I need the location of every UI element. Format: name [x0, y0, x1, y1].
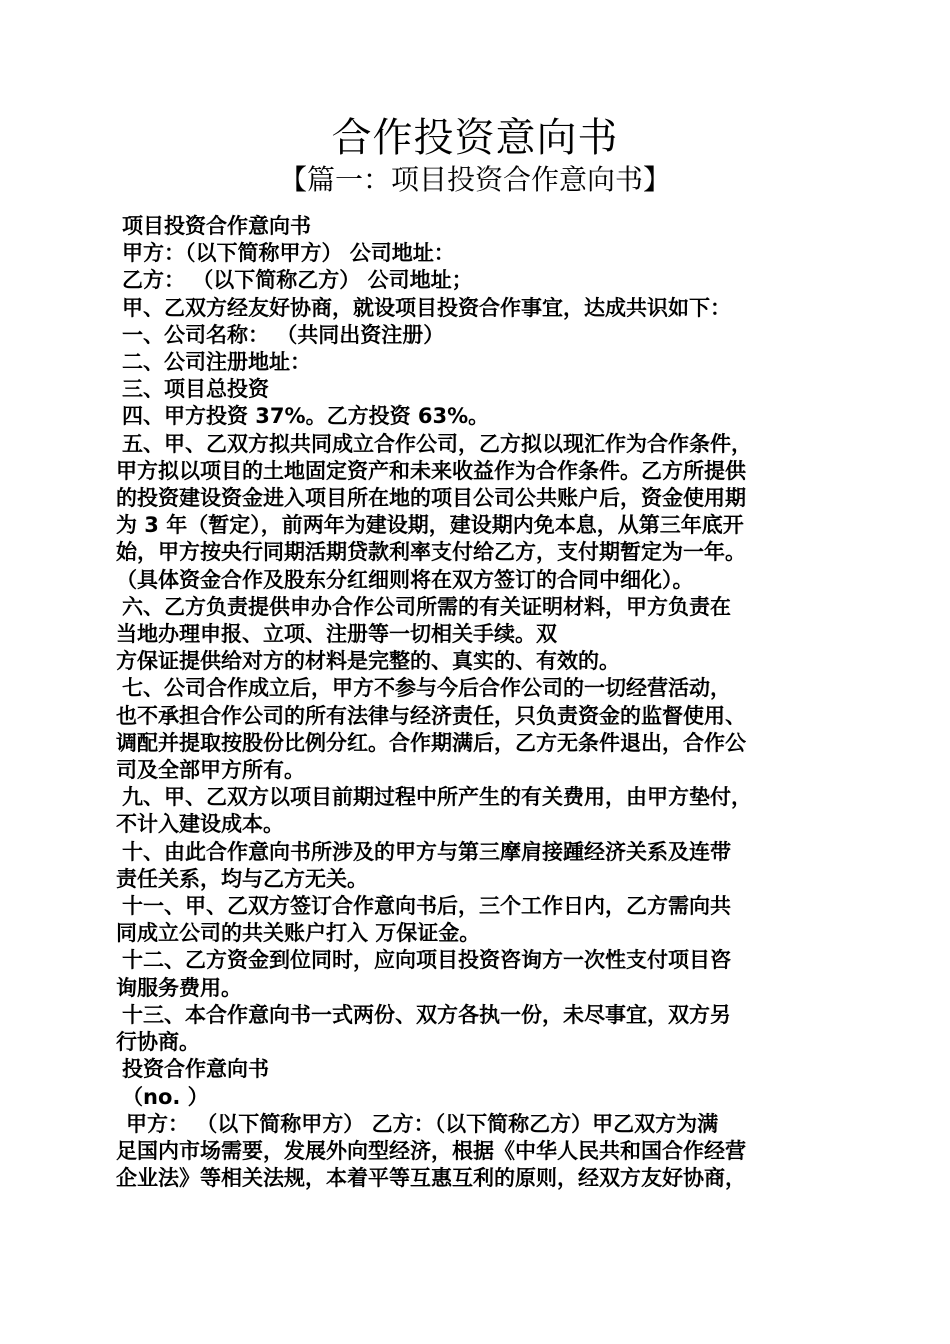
body-line: 三、项目总投资 — [122, 377, 269, 402]
body-line: 企业法》等相关法规，本着平等互惠互利的原则，经双方友好协商， — [116, 1166, 746, 1191]
body-line: 甲、乙双方经友好协商，就设项目投资合作事宜，达成共识如下： — [122, 295, 731, 320]
body-line: 为 3 年（暂定），前两年为建设期，建设期内免本息，从第三年底开 — [116, 513, 744, 538]
body-line: 同成立公司的共关账户打入 万保证金。 — [116, 921, 481, 946]
body-line: 七、公司合作成立后，甲方不参与今后合作公司的一切经营活动， — [122, 676, 731, 701]
body-line: 十、由此合作意向书所涉及的甲方与第三摩肩接踵经济关系及连带 — [122, 839, 731, 864]
body-line: 十二、乙方资金到位同时，应向项目投资咨询方一次性支付项目咨 — [122, 948, 731, 973]
body-line: 十三、本合作意向书一式两份、双方各执一份，未尽事宜，双方另 — [122, 1002, 731, 1027]
body-line: 甲方： （以下简称甲方） 乙方：（以下简称乙方）甲乙双方为满 — [126, 1111, 719, 1136]
document-title: 合作投资意向书 — [331, 115, 619, 161]
body-line: 当地办理申报、立项、注册等一切相关手续。双 — [116, 622, 557, 647]
document-body — [116, 213, 836, 1192]
body-line: 方保证提供给对方的材料是完整的、真实的、有效的。 — [116, 649, 620, 674]
body-line: 九、甲、乙双方以项目前期过程中所产生的有关费用，由甲方垫付， — [122, 785, 752, 810]
body-line: 行协商。 — [116, 1030, 200, 1055]
body-line: 四、甲方投资 37%。乙方投资 63%。 — [122, 404, 490, 429]
body-line: 甲方拟以项目的土地固定资产和未来收益作为合作条件。乙方所提供 — [116, 458, 746, 483]
body-line: （具体资金合作及股东分红细则将在双方签订的合同中细化）。 — [116, 567, 694, 592]
body-line: 一、公司名称： （共同出资注册） — [122, 322, 445, 347]
body-line: 投资合作意向书 — [122, 1057, 269, 1082]
body-line: 的投资建设资金进入项目所在地的项目公司公共账户后，资金使用期 — [116, 486, 746, 511]
body-line: 也不承担合作公司的所有法律与经济责任，只负责资金的监督使用、 — [116, 703, 746, 728]
body-line: 不计入建设成本。 — [116, 812, 284, 837]
body-line: 调配并提取按股份比例分红。合作期满后，乙方无条件退出，合作公 — [116, 730, 746, 755]
body-line: 司及全部甲方所有。 — [116, 758, 305, 783]
body-line: 六、乙方负责提供申办合作公司所需的有关证明材料，甲方负责在 — [122, 594, 731, 619]
body-line: 询服务费用。 — [116, 975, 242, 1000]
body-line: 甲方：（以下简称甲方） 公司地址： — [122, 241, 455, 266]
document-subtitle: 【篇一：项目投资合作意向书】 — [278, 163, 671, 196]
body-line: 乙方： （以下简称乙方） 公司地址； — [122, 268, 473, 293]
body-line: 五、甲、乙双方拟共同成立合作公司，乙方拟以现汇作为合作条件， — [122, 431, 752, 456]
body-line: 十一、甲、乙双方签订合作意向书后，三个工作日内，乙方需向共 — [122, 894, 731, 919]
body-line: 足国内市场需要，发展外向型经济，根据《中华人民共和国合作经营 — [116, 1138, 746, 1163]
body-line: 责任关系，均与乙方无关。 — [116, 866, 368, 891]
body-line: 二、公司注册地址： — [122, 350, 311, 375]
body-line: 项目投资合作意向书 — [122, 214, 311, 238]
body-line: （no. ） — [122, 1084, 209, 1109]
body-line: 始，甲方按央行同期活期贷款利率支付给乙方，支付期暂定为一年。 — [116, 540, 746, 565]
